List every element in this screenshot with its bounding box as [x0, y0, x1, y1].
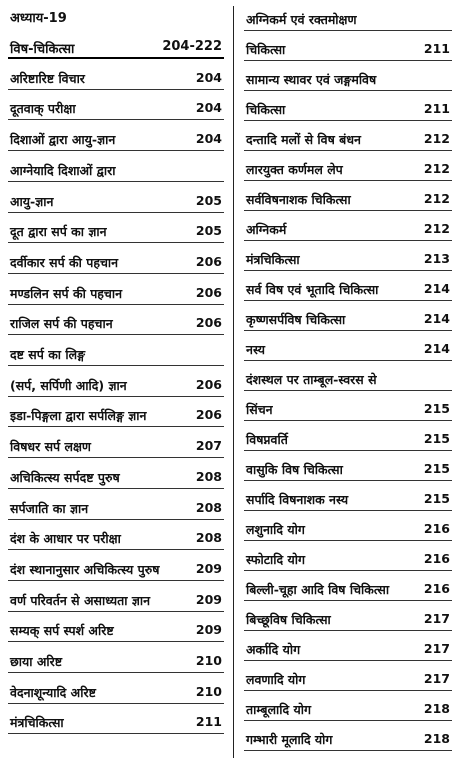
- toc-entry: [236, 426, 460, 452]
- row-rule: [8, 119, 224, 120]
- page-number: 217: [423, 611, 450, 626]
- toc-entry: [236, 576, 460, 602]
- toc-entry: [236, 396, 460, 422]
- toc-entry: [0, 280, 232, 306]
- entry-label: लशुनादि योग: [246, 522, 305, 537]
- page-number: 204-222: [162, 39, 222, 54]
- row-rule: [8, 365, 224, 366]
- entry-label: मंत्रचिकित्सा: [10, 715, 64, 731]
- row-rule: [8, 57, 224, 59]
- toc-entry: [0, 372, 232, 398]
- row-rule: [244, 480, 452, 481]
- toc-entry: [236, 246, 460, 272]
- toc-entry: [0, 556, 232, 582]
- page-number: 215: [423, 431, 450, 446]
- page-number: 212: [423, 191, 450, 206]
- page-number: 218: [423, 701, 450, 716]
- row-rule: [244, 270, 452, 271]
- row-rule: [244, 420, 452, 421]
- toc-entry: [236, 6, 460, 32]
- entry-label: सम्यक् सर्प स्पर्श अरिष्ट: [10, 623, 114, 639]
- page-number: 217: [423, 641, 450, 656]
- toc-entry: [236, 186, 460, 212]
- column-divider: [233, 6, 234, 758]
- page-number: 216: [423, 581, 450, 596]
- page-number: 210: [195, 653, 222, 668]
- page-number: 213: [423, 251, 450, 266]
- page-number: 211: [195, 714, 222, 730]
- page-number: 205: [195, 192, 222, 208]
- row-rule: [244, 120, 452, 121]
- toc-entry: [236, 456, 460, 482]
- entry-label: विष-चिकित्सा: [10, 42, 75, 57]
- page-number: 206: [195, 315, 222, 331]
- page-number: 218: [423, 731, 450, 746]
- entry-label: मंत्रचिकित्सा: [246, 252, 300, 267]
- entry-label: अरिष्टारिष्ट विचार: [10, 70, 85, 86]
- row-rule: [244, 750, 452, 751]
- page-number: 209: [195, 560, 222, 576]
- toc-entry: [236, 126, 460, 152]
- row-rule: [244, 540, 452, 541]
- toc-entry: [0, 709, 232, 735]
- toc-entry: [236, 276, 460, 302]
- row-rule: [244, 90, 452, 91]
- page-number: 210: [195, 683, 222, 699]
- row-rule: [244, 210, 452, 211]
- row-rule: [8, 396, 224, 397]
- entry-label: राजिल सर्प की पहचान: [10, 316, 113, 332]
- row-rule: [8, 273, 224, 274]
- entry-label: सामान्य स्थावर एवं जङ्गमविष: [246, 72, 377, 87]
- page-number: 217: [423, 671, 450, 686]
- toc-entry: [236, 666, 460, 692]
- toc-entry: [0, 464, 232, 490]
- row-rule: [8, 611, 224, 612]
- page-number: 214: [423, 341, 450, 356]
- page-number: 216: [423, 521, 450, 536]
- row-rule: [244, 150, 452, 151]
- entry-label: अग्निकर्म एवं रक्तमोक्षण: [246, 12, 357, 27]
- page-number: 215: [423, 491, 450, 506]
- toc-entry: [0, 679, 232, 705]
- entry-label: छाया अरिष्ट: [10, 654, 63, 669]
- row-rule: [244, 570, 452, 571]
- entry-label: दंश के आधार पर परीक्षा: [10, 531, 121, 547]
- page-number: 212: [423, 131, 450, 146]
- page-number: 206: [195, 407, 222, 423]
- entry-label: सिंचन: [246, 402, 273, 417]
- toc-entry: [236, 726, 460, 752]
- toc-entry: [0, 587, 232, 613]
- row-rule: [8, 89, 224, 90]
- page-number: 215: [423, 461, 450, 476]
- toc-entry: [236, 36, 460, 62]
- section-heading: [0, 34, 232, 60]
- page-number: 208: [195, 499, 222, 515]
- page-number: 204: [195, 69, 222, 85]
- toc-entry: [0, 495, 232, 521]
- entry-label: आयु-ज्ञान: [10, 193, 54, 209]
- entry-label: (सर्प, सर्पिणी आदि) ज्ञान: [10, 377, 127, 393]
- row-rule: [8, 150, 224, 151]
- page-number: 204: [195, 100, 222, 116]
- entry-label: वासुकि विष चिकित्सा: [246, 462, 343, 477]
- page-number: 211: [423, 41, 450, 56]
- entry-label: दंश स्थानानुसार अचिकित्स्य पुरुष: [10, 561, 160, 577]
- row-rule: [8, 733, 224, 734]
- toc-entry: [0, 157, 232, 183]
- row-rule: [8, 519, 224, 520]
- toc-entry: [0, 65, 232, 91]
- row-rule: [244, 60, 452, 61]
- entry-label: दूतवाक् परीक्षा: [10, 101, 76, 117]
- entry-label: लवणादि योग: [246, 672, 306, 687]
- entry-label: सर्व विष एवं भूतादि चिकित्सा: [246, 282, 379, 297]
- toc-entry: [0, 218, 232, 244]
- toc-entry: [0, 95, 232, 121]
- entry-label: वेदनाशून्यादि अरिष्ट: [10, 684, 96, 700]
- page-number: 208: [195, 530, 222, 546]
- entry-label: विषधर सर्प लक्षण: [10, 439, 91, 455]
- toc-entry: [236, 336, 460, 362]
- row-rule: [8, 181, 224, 182]
- entry-label: दष्ट सर्प का लिङ्ग: [10, 347, 86, 362]
- row-rule: [244, 600, 452, 601]
- toc-entry: [236, 306, 460, 332]
- page-number: 211: [423, 101, 450, 116]
- toc-entry: [0, 648, 232, 674]
- row-rule: [8, 641, 224, 642]
- entry-label: अर्कादि योग: [246, 642, 301, 657]
- row-rule: [244, 450, 452, 451]
- entry-label: आग्नेयादि दिशाओं द्वारा: [10, 162, 116, 178]
- toc-entry: [0, 525, 232, 551]
- toc-entry: [236, 696, 460, 722]
- entry-label: नस्य: [246, 342, 266, 357]
- row-rule: [8, 672, 224, 673]
- row-rule: [244, 390, 452, 391]
- page-number: 212: [423, 221, 450, 236]
- row-rule: [244, 30, 452, 31]
- entry-label: सर्पादि विषनाशक नस्य: [246, 492, 349, 507]
- page-number: 207: [195, 438, 222, 454]
- entry-label: सर्पजाति का ज्ञान: [10, 500, 89, 516]
- entry-label: दिशाओं द्वारा आयु-ज्ञान: [10, 132, 116, 148]
- entry-label: बिल्ली-चूहा आदि विष चिकित्सा: [246, 582, 390, 597]
- toc-entry: [236, 96, 460, 122]
- row-rule: [244, 660, 452, 661]
- toc-entry: [0, 617, 232, 643]
- entry-label: लारयुक्त कर्णमल लेप: [246, 162, 343, 177]
- toc-entry: [0, 126, 232, 152]
- entry-label: दर्वीकार सर्प की पहचान: [10, 254, 119, 270]
- page-number: 204: [195, 131, 222, 147]
- entry-label: दन्तादि मलों से विष बंधन: [246, 132, 361, 147]
- page-number: 215: [423, 401, 450, 416]
- toc-entry: [236, 546, 460, 572]
- row-rule: [244, 720, 452, 721]
- page-number: 214: [423, 311, 450, 326]
- page-number: 214: [423, 281, 450, 296]
- row-rule: [8, 457, 224, 458]
- row-rule: [8, 334, 224, 335]
- row-rule: [8, 488, 224, 489]
- toc-entry: [236, 66, 460, 92]
- toc-entry: [236, 516, 460, 542]
- row-rule: [244, 690, 452, 691]
- row-rule: [8, 304, 224, 305]
- entry-label: चिकित्सा: [246, 42, 286, 57]
- toc-entry: [236, 636, 460, 662]
- entry-label: बिच्छूविष चिकित्सा: [246, 612, 331, 627]
- toc-entry: [236, 606, 460, 632]
- page-number: 209: [195, 591, 222, 607]
- entry-label: सर्वविषनाशक चिकित्सा: [246, 192, 351, 207]
- entry-label: वर्ण परिवर्तन से असाध्यता ज्ञान: [10, 592, 151, 608]
- entry-label: दूत द्वारा सर्प का ज्ञान: [10, 224, 107, 240]
- entry-label: गम्भारी मूलादि योग: [246, 732, 333, 747]
- toc-entry: [236, 216, 460, 242]
- page-number: 209: [195, 622, 222, 638]
- row-rule: [244, 360, 452, 361]
- row-rule: [8, 212, 224, 213]
- page-number: 206: [195, 376, 222, 392]
- entry-label: स्फोटादि योग: [246, 552, 306, 567]
- row-rule: [8, 549, 224, 550]
- page-number: 206: [195, 284, 222, 300]
- row-rule: [8, 242, 224, 243]
- page-number: 216: [423, 551, 450, 566]
- toc-entry: [0, 433, 232, 459]
- entry-label: इडा-पिङ्गला द्वारा सर्पलिङ्ग ज्ञान: [10, 408, 147, 424]
- entry-label: विषप्नवर्ति: [246, 432, 288, 447]
- toc-entry: [0, 310, 232, 336]
- row-rule: [244, 240, 452, 241]
- entry-label: दंशस्थल पर ताम्बूल-स्वरस से: [246, 372, 377, 387]
- toc-entry: [0, 249, 232, 275]
- toc-entry: [236, 156, 460, 182]
- toc-entry: [0, 188, 232, 214]
- entry-label: चिकित्सा: [246, 102, 286, 117]
- toc-entry: [236, 366, 460, 392]
- page-number: 208: [195, 468, 222, 484]
- page-number: 205: [195, 223, 222, 239]
- entry-label: ताम्बूलादि योग: [246, 702, 312, 717]
- entry-label: अग्निकर्म: [246, 222, 287, 237]
- row-rule: [8, 426, 224, 427]
- row-rule: [8, 580, 224, 581]
- row-rule: [244, 180, 452, 181]
- row-rule: [244, 630, 452, 631]
- page-number: 212: [423, 161, 450, 176]
- row-rule: [244, 510, 452, 511]
- entry-label: मण्डलिन सर्प की पहचान: [10, 285, 123, 301]
- page-number: 206: [195, 253, 222, 269]
- entry-label: कृष्णसर्पविष चिकित्सा: [246, 312, 346, 327]
- row-rule: [8, 703, 224, 704]
- toc-entry: [0, 341, 232, 367]
- row-rule: [244, 330, 452, 331]
- entry-label: अचिकित्स्य सर्पदष्ट पुरुष: [10, 469, 120, 485]
- chapter-label: अध्याय-19: [10, 11, 67, 26]
- row-rule: [244, 300, 452, 301]
- toc-entry: [0, 402, 232, 428]
- toc-entry: [236, 486, 460, 512]
